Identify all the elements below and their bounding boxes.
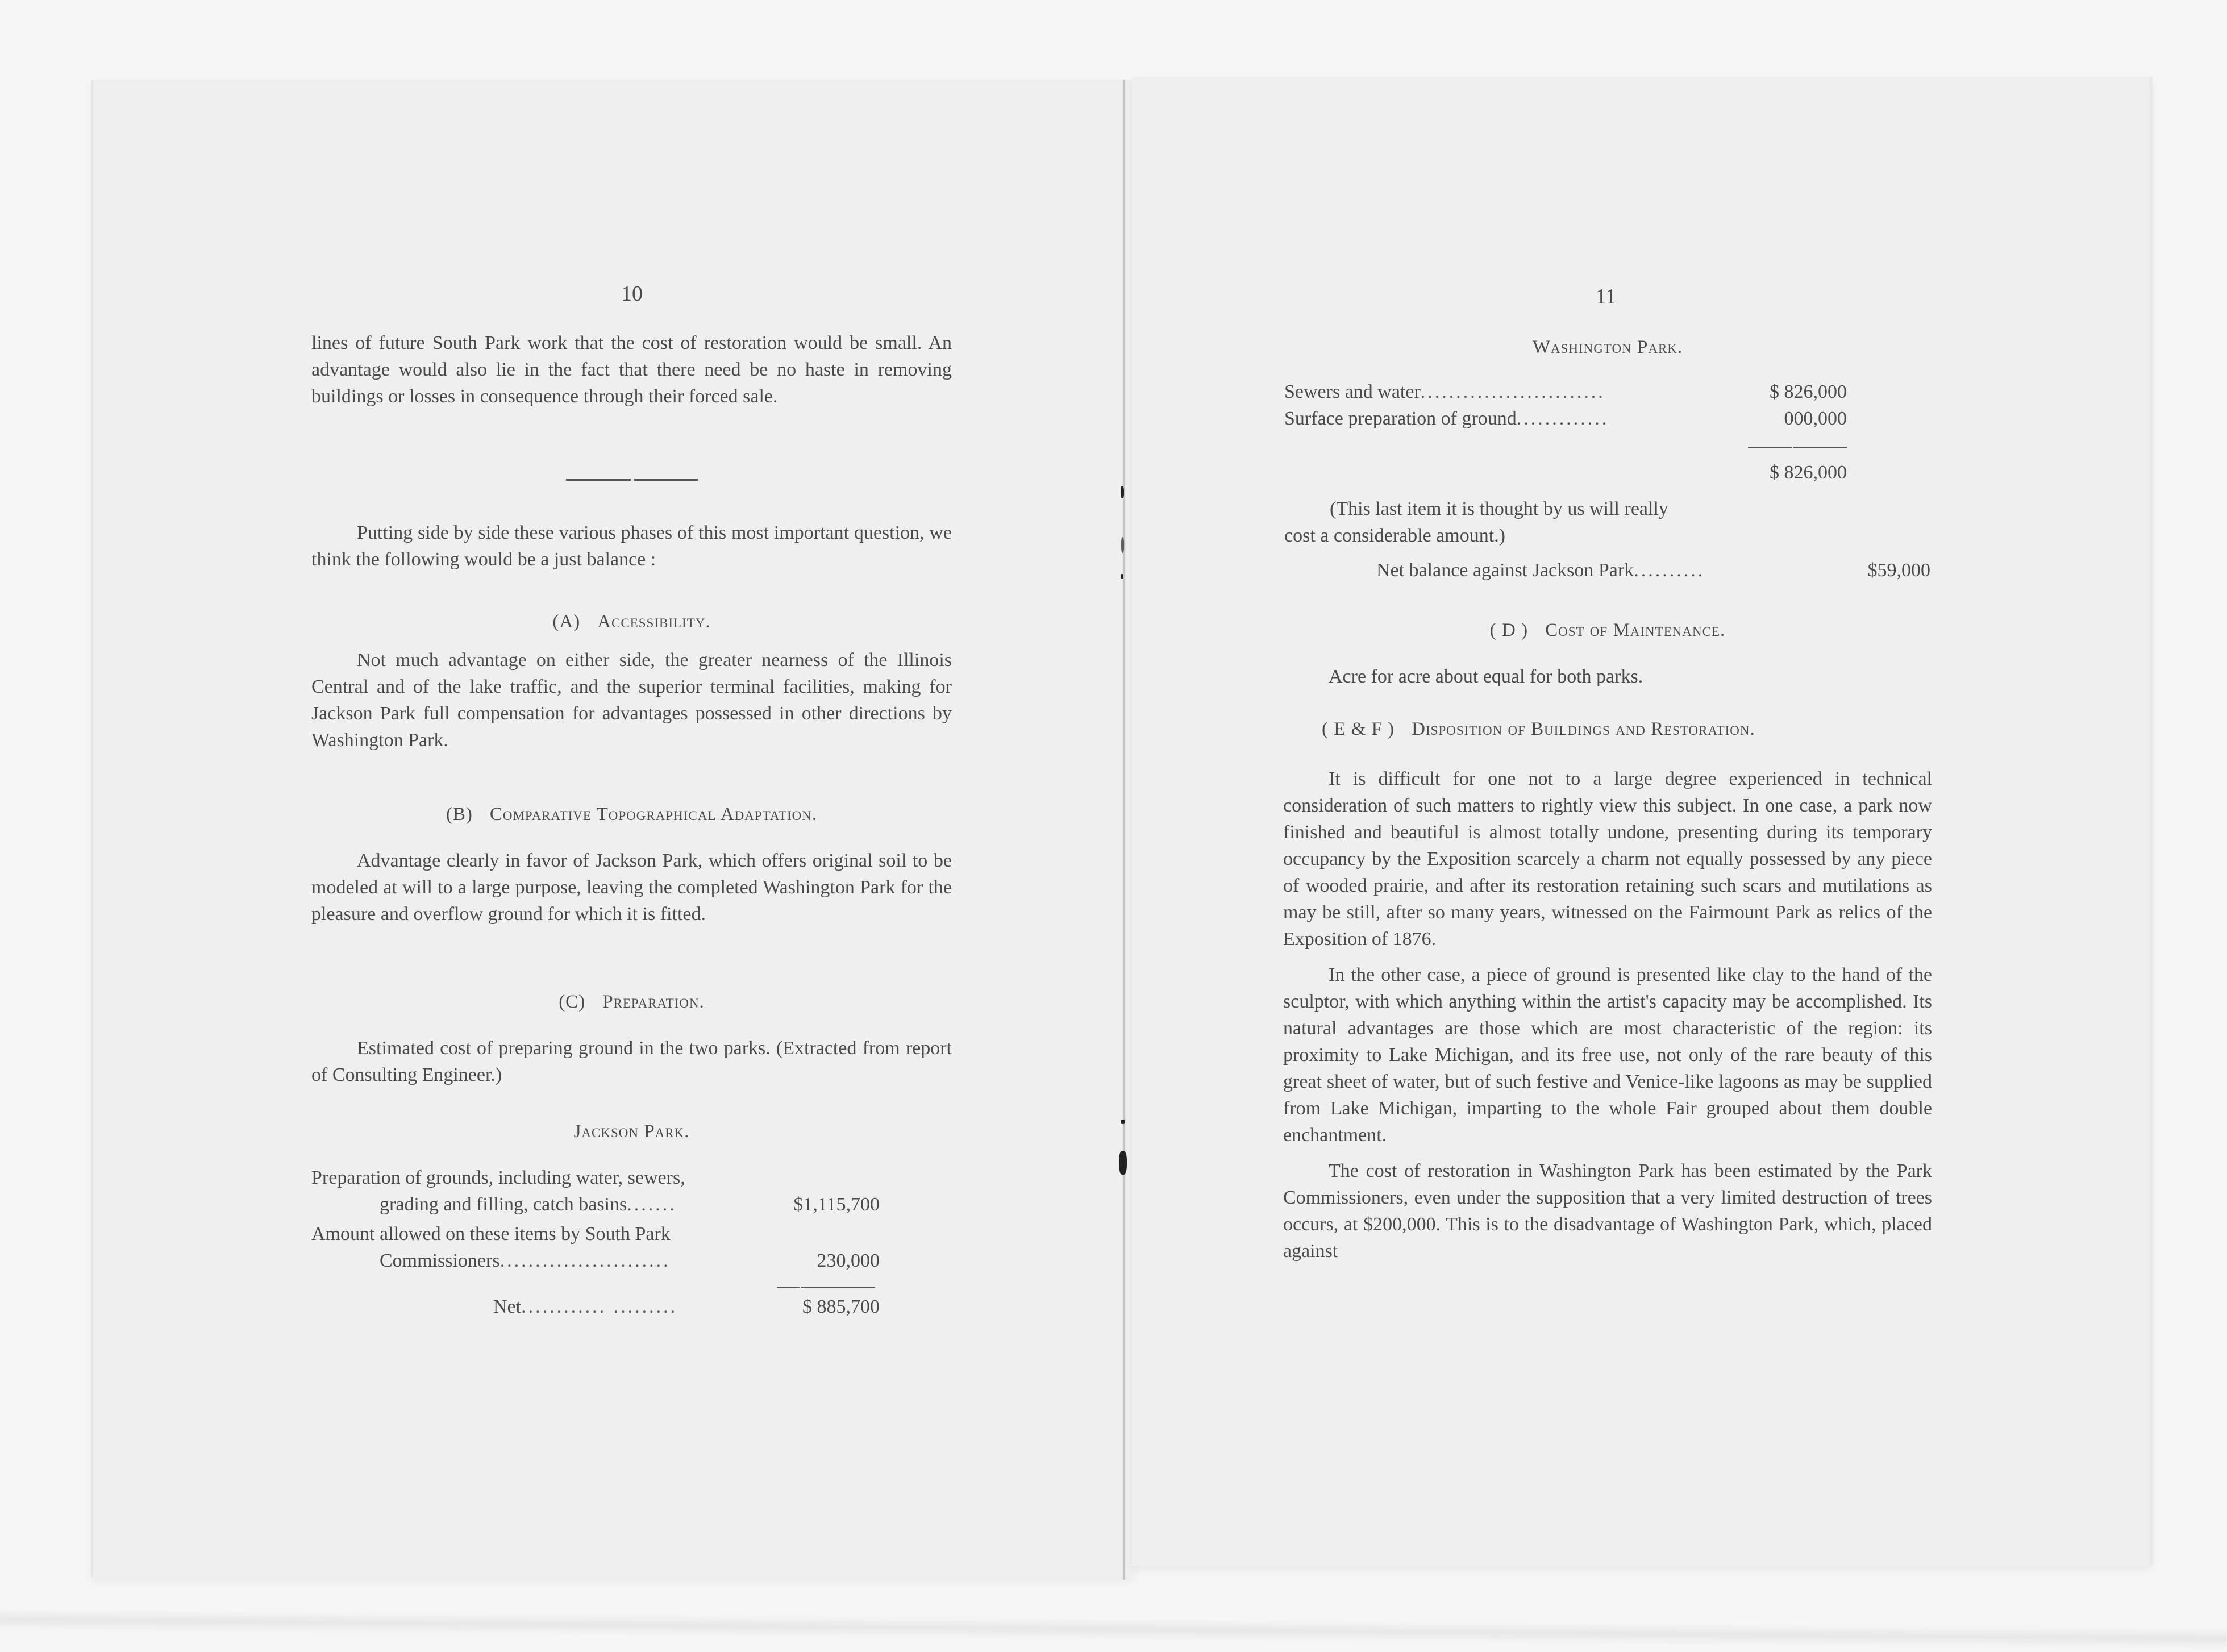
page-number: 10 bbox=[621, 282, 643, 306]
section-divider bbox=[566, 479, 631, 481]
row-label: Amount allowed on these items by South Park bbox=[311, 1224, 671, 1245]
section-label: (C) bbox=[559, 992, 586, 1012]
note-text: cost a considerable amount.) bbox=[1284, 525, 1505, 546]
paragraph-text: Advantage clearly in favor of Jackson Park, which offers original soil to be modeled at will to a large purpose, leaving the completed Washington Park for the pleasure and overflow ground for which it is fitted. bbox=[311, 850, 952, 925]
paragraph-text: Putting side by side these various phases of this most important question, we think the following would be a just balance : bbox=[311, 522, 952, 570]
binding-staple-mark bbox=[1121, 486, 1124, 498]
net-balance-row bbox=[1376, 557, 1930, 584]
sum-rule bbox=[1793, 447, 1847, 448]
section-heading bbox=[1283, 716, 1932, 743]
paragraph-text: In the other case, a piece of ground is presented like clay to the hand of the sculptor, with which anything within the artist's capacity may be accomplished. Its natural advantages are those which are most characteristic of the region: its proximity to Lake Michigan, and its free use, not only of the rare beauty of this great sheet of water, but of such festive and Venice-like lagoons as may be supplied from Lake Michigan, imparting to the whole Fair grouped about them double enchantment. bbox=[1283, 964, 1932, 1146]
row-label: Net bbox=[493, 1296, 522, 1317]
book-spine bbox=[1122, 80, 1126, 1580]
washington-park-total bbox=[1745, 459, 1847, 486]
leader-dots: .......................... bbox=[1420, 381, 1605, 402]
leader-dots: .......... bbox=[1634, 560, 1705, 581]
row-amount: $1,115,700 bbox=[793, 1194, 880, 1215]
page-number: 11 bbox=[1595, 285, 1617, 309]
row-label: Surface preparation of ground bbox=[1284, 408, 1517, 429]
sum-rule bbox=[777, 1287, 800, 1288]
washington-park-row bbox=[1284, 378, 1847, 405]
note-text: (This last item it is thought by us will really bbox=[1330, 498, 1668, 519]
paragraph-text: Not much advantage on either side, the greater nearness of the Illinois Central and of the lake traffic, and the superior terminal facilities, making for Jackson Park full compensation for advantages possessed in other directions by Washington Park. bbox=[311, 650, 952, 751]
leader-dots: ............ ......... bbox=[521, 1296, 678, 1317]
leader-dots: ............. bbox=[1516, 408, 1609, 429]
row-amount: $ 885,700 bbox=[802, 1296, 880, 1317]
sum-rule bbox=[1748, 447, 1792, 448]
binding-staple-mark bbox=[1121, 574, 1123, 579]
jackson-park-table bbox=[311, 1118, 952, 1145]
row-label: Net balance against Jackson Park bbox=[1376, 560, 1634, 581]
row-amount: $ 826,000 bbox=[1770, 381, 1847, 402]
section-a bbox=[311, 609, 952, 754]
section-title: Disposition of Buildings and Restoration. bbox=[1412, 719, 1755, 739]
washington-park-note bbox=[1284, 496, 1750, 549]
section-heading bbox=[311, 609, 952, 635]
opening-paragraph bbox=[311, 330, 952, 410]
jackson-park-net-row bbox=[493, 1293, 880, 1320]
row-label: Commissioners bbox=[380, 1250, 500, 1271]
paragraph-text: Estimated cost of preparing ground in the two parks. (Extracted from report of Consulting Engineer.) bbox=[311, 1038, 952, 1085]
section-label: (B) bbox=[446, 804, 473, 825]
leader-dots: ........................ bbox=[499, 1250, 671, 1271]
section-d bbox=[1283, 617, 1932, 690]
row-label: grading and filling, catch basins bbox=[380, 1194, 627, 1215]
row-amount: 000,000 bbox=[1784, 408, 1847, 429]
section-title: Comparative Topographical Adaptation. bbox=[489, 804, 818, 825]
leader-dots: ....... bbox=[627, 1194, 677, 1215]
washington-park-rows bbox=[1284, 378, 1847, 432]
section-label: (A) bbox=[552, 611, 581, 632]
section-label: ( D ) bbox=[1489, 620, 1529, 640]
table-title: Washington Park. bbox=[1532, 337, 1683, 357]
paragraph-text: lines of future South Park work that the cost of restoration would be small. An advantage would also lie in the fact that there need be no haste in removing buildings or losses in consequence through their forced sale. bbox=[311, 332, 952, 407]
paragraph-text: Acre for acre about equal for both parks. bbox=[1329, 666, 1643, 687]
binding-staple-mark bbox=[1121, 537, 1124, 553]
row-amount: 230,000 bbox=[817, 1250, 880, 1271]
row-label: Preparation of grounds, including water, sewers, bbox=[311, 1167, 685, 1188]
intro-paragraph bbox=[311, 519, 952, 573]
paragraph-text: It is difficult for one not to a large degree experienced in technical consideration of such matters to rightly view this subject. In one case, a park now finished and beautiful is almost totally undone, presenting during its temporary occupancy by the Exposition scarcely a charm not equally possessed by any piece of wooded prairie, and after its restoration retaining such scars and mutilations as may be still, after so many years, witnessed on the Fairmount Park as relics of the Exposition of 1876. bbox=[1283, 768, 1932, 950]
washington-park-table bbox=[1283, 334, 1932, 361]
section-heading bbox=[311, 989, 952, 1016]
section-c bbox=[311, 989, 952, 1088]
washington-park-row bbox=[1284, 405, 1847, 432]
row-amount: $59,000 bbox=[1867, 560, 1930, 581]
jackson-park-row bbox=[311, 1164, 880, 1218]
section-heading bbox=[311, 801, 952, 828]
paragraph-text: The cost of restoration in Washington Park has been estimated by the Park Commissioners, even under the supposition that a very limited destruction of trees occurs, at $200,000. This is to the disadvantage of Washington Park, which, placed against bbox=[1283, 1160, 1932, 1262]
section-title: Accessibility. bbox=[597, 611, 711, 632]
total-amount: $ 826,000 bbox=[1770, 462, 1847, 483]
section-title: Cost of Maintenance. bbox=[1545, 620, 1726, 640]
binding-staple-mark bbox=[1121, 1120, 1125, 1124]
binding-staple-mark bbox=[1119, 1151, 1127, 1175]
section-divider bbox=[634, 479, 698, 481]
sum-rule bbox=[801, 1287, 875, 1288]
section-heading bbox=[1283, 617, 1932, 644]
scanner-bed-shadow bbox=[0, 1608, 2227, 1650]
section-title: Preparation. bbox=[602, 992, 705, 1012]
section-b bbox=[311, 801, 952, 927]
jackson-park-row bbox=[311, 1221, 880, 1274]
row-label: Sewers and water bbox=[1284, 381, 1421, 402]
table-title: Jackson Park. bbox=[573, 1121, 690, 1142]
section-label: ( E & F ) bbox=[1322, 719, 1395, 739]
section-e-f bbox=[1283, 716, 1932, 1264]
